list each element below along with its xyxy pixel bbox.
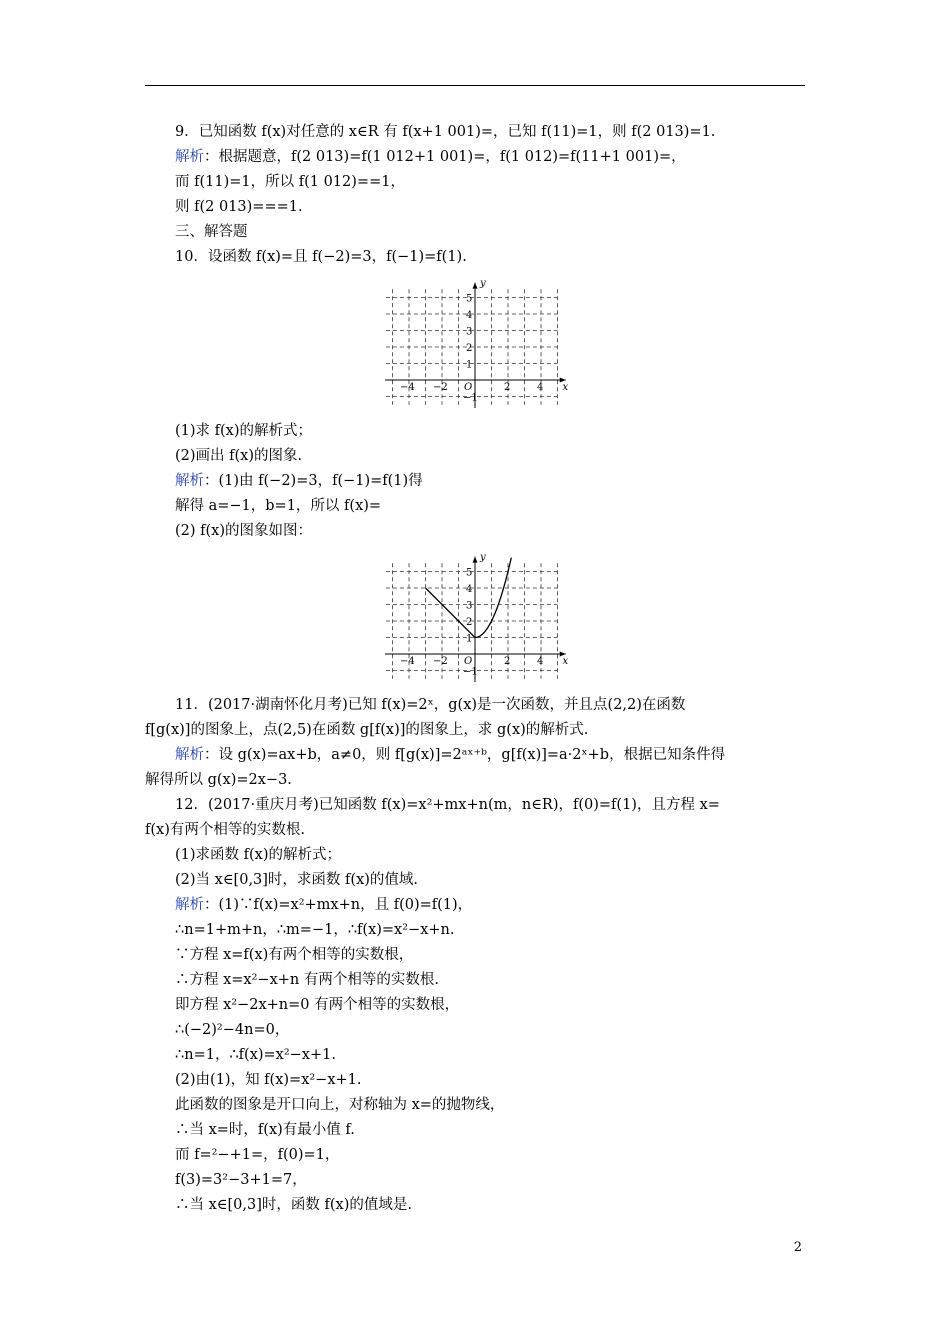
function-series-2 (475, 558, 511, 638)
header-rule (145, 85, 805, 86)
solution-11-line2: 解得所以 g(x)=2x−3. (145, 772, 292, 788)
x-tick-label: −2 (433, 656, 448, 667)
problem-12-line1: 12．(2017·重庆月考)已知函数 f(x)=x²+mx+n(m，n∈R)，f(0)=f(1)，且方程 x= (175, 797, 720, 813)
solution-10-line2: 解得 a=−1，b=1，所以 f(x)= (175, 498, 382, 514)
solution-12-line1: 解析：(1)∵f(x)=x²+mx+n，且 f(0)=f(1)， (175, 897, 473, 913)
solution-12-line2: ∴n=1+m+n，∴m=−1，∴f(x)=x²−x+n. (175, 922, 455, 938)
page-number: 2 (793, 1240, 802, 1255)
solution-label: 解析 (175, 149, 204, 165)
solution-12-line11: 而 f=²−+1=，f(0)=1， (175, 1147, 340, 1163)
y-axis-label: y (480, 551, 486, 563)
solution-12-line8: (2)由(1)，知 f(x)=x²−x+1. (175, 1072, 362, 1088)
solution-11-line1: 解析：设 g(x)=ax+b，a≠0，则 f[g(x)]=2ᵃˣ⁺ᵇ，g[f(x)]=a·2ˣ+b，根据已知条件得 (175, 747, 726, 763)
solution-12-line7: ∴n=1，∴f(x)=x²−x+1. (175, 1047, 336, 1063)
y-tick-label: 4 (466, 584, 473, 595)
y-tick-label: 3 (466, 600, 473, 612)
y-tick-label: 5 (466, 293, 473, 305)
solution-12-line13: ∴当 x∈[0,3]时，函数 f(x)的值域是. (175, 1197, 412, 1213)
solution-9-line3: 则 f(2 013)===1. (175, 199, 303, 215)
y-axis-arrow (473, 283, 478, 289)
y-tick-label: −1 (463, 666, 478, 678)
solution-label: 解析 (175, 897, 204, 913)
y-axis-label: y (480, 277, 486, 289)
y-tick-label: 1 (466, 359, 473, 371)
solution-label: 解析 (175, 747, 204, 763)
x-tick-label: 4 (537, 382, 544, 393)
problem-10: 10．设函数 f(x)=且 f(−2)=3，f(−1)=f(1). (175, 249, 467, 265)
y-tick-label: 1 (466, 633, 473, 645)
x-tick-label: 4 (537, 656, 544, 667)
x-tick-label: 2 (504, 382, 511, 393)
solution-12-line4: ∴方程 x=x²−x+n 有两个相等的实数根. (175, 972, 439, 988)
x-axis-label: x (562, 656, 569, 667)
solution-12-line9: 此函数的图象是开口向上，对称轴为 x=的抛物线， (175, 1097, 505, 1113)
solution-9-line1: 解析：根据题意，f(2 013)=f(1 012+1 001)=，f(1 012)=f(11+1 001)=， (175, 149, 686, 165)
solution-9-line2: 而 f(11)=1，所以 f(1 012)==1， (175, 174, 405, 190)
problem-12-part1: (1)求函数 f(x)的解析式； (175, 847, 342, 863)
solution-label: 解析 (175, 473, 204, 489)
problem-11-line1: 11．(2017·湖南怀化月考)已知 f(x)=2ˣ，g(x)是一次函数，并且点(2,2)在函数 (175, 697, 686, 713)
x-tick-label: −4 (400, 656, 415, 667)
y-tick-label: 2 (466, 617, 473, 628)
x-tick-label: −4 (400, 382, 415, 393)
y-axis-arrow (473, 557, 478, 563)
x-tick-label: 2 (504, 656, 511, 667)
function-graph (385, 546, 600, 688)
solution-12-line6: ∴(−2)²−4n=0， (175, 1022, 290, 1038)
problem-11-line2: f[g(x)]的图象上，点(2,5)在函数 g[f(x)]的图象上，求 g(x)的解析式. (145, 722, 589, 738)
solution-12-line5: 即方程 x²−2x+n=0 有两个相等的实数根， (175, 997, 460, 1013)
function-series-1 (426, 588, 476, 638)
y-tick-label: 4 (466, 310, 473, 321)
y-tick-label: 2 (466, 343, 473, 354)
solution-12-line3: ∵方程 x=f(x)有两个相等的实数根， (175, 947, 414, 963)
origin-label: O (464, 656, 473, 667)
section-heading: 三、解答题 (175, 224, 248, 240)
solution-12-line12: f(3)=3²−3+1=7， (175, 1172, 307, 1188)
coordinate-grid-empty (385, 272, 600, 414)
x-axis-label: x (562, 382, 569, 393)
problem-9: 9．已知函数 f(x)对任意的 x∈R 有 f(x+1 001)=，已知 f(11)=1，则 f(2 013)=1. (175, 124, 716, 140)
y-tick-label: 3 (466, 326, 473, 338)
problem-10-part2: (2)画出 f(x)的图象. (175, 448, 303, 464)
y-tick-label: 5 (466, 567, 473, 579)
solution-10-line1: 解析：(1)由 f(−2)=3，f(−1)=f(1)得 (175, 473, 423, 489)
solution-12-line10: ∴当 x=时，f(x)有最小值 f. (175, 1122, 355, 1138)
y-tick-label: −1 (463, 392, 478, 404)
problem-12-part2: (2)当 x∈[0,3]时，求函数 f(x)的值域. (175, 872, 419, 888)
origin-label: O (464, 382, 473, 393)
x-tick-label: −2 (433, 382, 448, 393)
solution-10-line3: (2) f(x)的图象如图： (175, 523, 313, 539)
problem-10-part1: (1)求 f(x)的解析式； (175, 423, 313, 439)
problem-12-line2: f(x)有两个相等的实数根. (145, 822, 305, 838)
